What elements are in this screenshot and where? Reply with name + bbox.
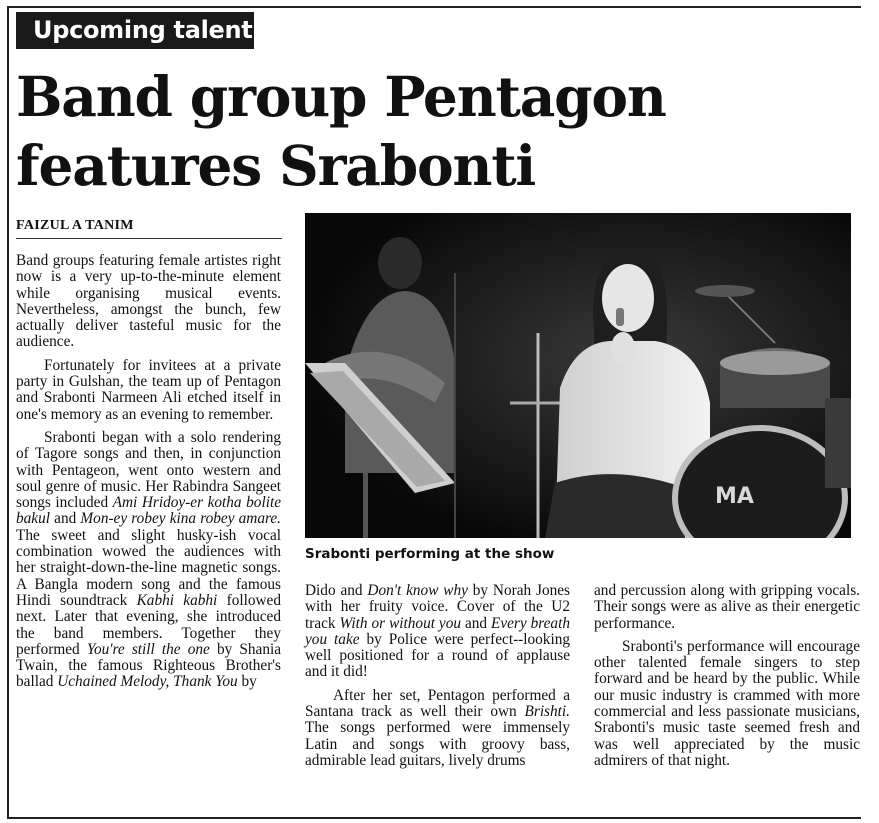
paragraph-3: [16, 430, 281, 691]
song-title: Don't know why: [367, 582, 468, 599]
headline-line-1: Band group Pentagon: [16, 64, 666, 129]
text-run: Srabonti began with a solo rendering of Tagore songs and then, in conjunction with Pentageon, went onto western and soul genre of music. Her Rabindra Sangeet songs included: [16, 428, 281, 512]
paragraph-2: Fortunately for invitees at a private party in Gulshan, the team up of Pentagon and Srabonti Narmeen Ali etched itself in one's memory as an evening to remember.: [16, 356, 281, 423]
headline: [16, 62, 856, 200]
text-run: The songs performed were immensely Latin and songs with groovy bass, admirable lead guitars, lively drums: [305, 719, 570, 769]
song-title: Mon-ey robey kina robey amare.: [80, 510, 281, 528]
text-run: by: [237, 673, 257, 691]
drum-logo: MA: [715, 484, 754, 509]
microphone: [616, 308, 624, 326]
paragraph-6: and percussion along with gripping vocals. Their songs were as alive as their energetic performance.: [594, 582, 860, 632]
text-run: by Norah Jones with her fruity voice. Cover of the U2 track: [305, 582, 570, 632]
song-title: Ami Hridoy-er kotha bolite bakul: [16, 494, 281, 528]
photo-caption: Srabonti performing at the show: [305, 546, 555, 562]
performance-photo: [305, 213, 851, 538]
text-run: and: [461, 614, 491, 632]
text-run: followed next. Later that evening, she introduced the band members. Together they performed: [16, 591, 281, 658]
headline-line-2: features Srabonti: [16, 133, 536, 198]
text-run: The sweet and slight husky-ish vocal combination wowed the audiences with her straight-down-the-line magnetic songs. A Bangla modern song and the famous Hindi soundtrack: [16, 526, 281, 609]
byline: FAIZUL A TANIM: [16, 218, 134, 233]
section-kicker: Upcoming talent: [16, 12, 254, 49]
text-run: and: [50, 510, 81, 528]
paragraph-1: Band groups featuring female artistes right now is a very up-to-the-minute element while organising musical events. Nevertheless, amongst the bunch, few actually deliver tasteful music for the audience.: [16, 252, 281, 351]
article-column-1: [16, 253, 281, 698]
text-run: After her set, Pentagon performed a Santana track as well their own: [305, 686, 570, 721]
article-column-2: [305, 583, 570, 776]
photo-illustration: [305, 213, 851, 538]
top-rule: [7, 6, 861, 8]
text-run: by Shania Twain, the famous Righteous Brother's ballad: [16, 640, 282, 691]
paragraph-5: [305, 688, 570, 769]
article-column-3: [594, 583, 860, 776]
bottom-rule: [7, 817, 861, 819]
song-title: With or without you: [339, 614, 462, 632]
song-title: Uchained Melody, Thank You: [57, 673, 238, 691]
song-title: Kabhi kabhi: [136, 591, 218, 609]
song-title: Every breath you take: [305, 614, 570, 648]
song-title: Brishti.: [524, 703, 570, 721]
paragraph-7: Srabonti's performance will encourage other talented female singers to step forward and be heard by the public. While our music industry is crammed with more commercial and less passionate musicians, Srabonti's music taste seemed fresh and was well appreciated by the music admirers of that night.: [594, 637, 860, 769]
byline-rule: [16, 238, 282, 239]
text-run: Dido and: [305, 582, 368, 599]
song-title: You're still the one: [86, 640, 210, 658]
paragraph-4: [305, 583, 570, 681]
left-rule: [7, 6, 9, 818]
text-run: by Police were perfect--looking well positioned for a round of applause and it did!: [305, 630, 571, 681]
